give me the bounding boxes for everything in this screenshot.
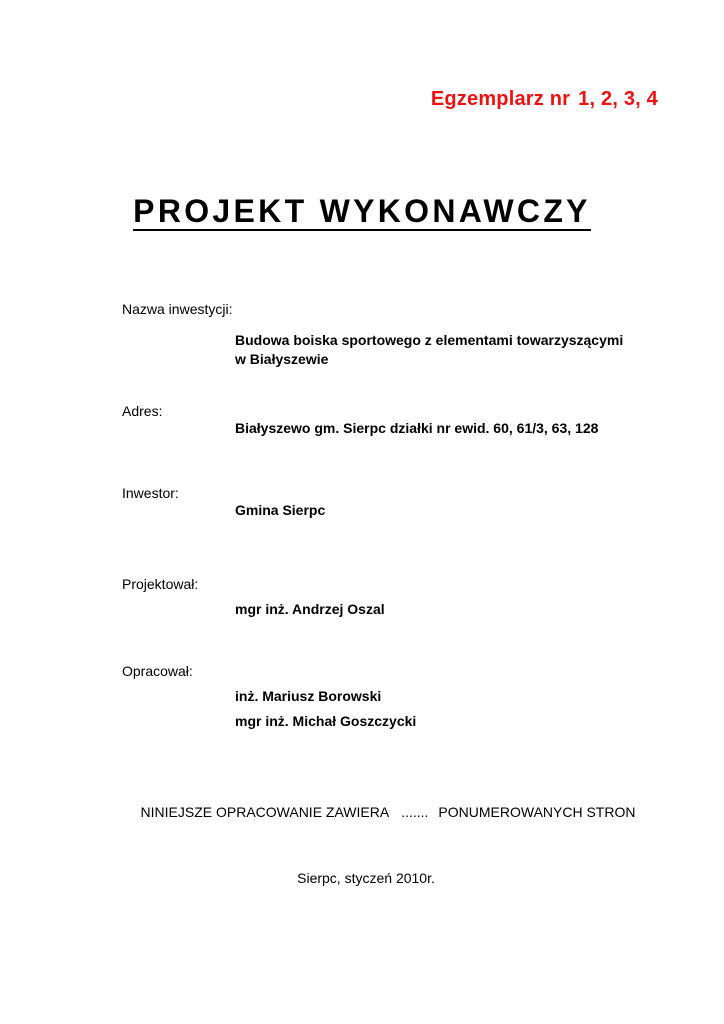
investor-value: Gmina Sierpc [235, 502, 326, 518]
investment-line: Budowa boiska sportowego z elementami towarzyszącymi [235, 332, 624, 348]
prepared-by-name: inż. Mariusz Borowski [235, 688, 382, 704]
copy-number [431, 88, 658, 111]
investor-label: Inwestor: [122, 485, 179, 501]
address-value: Białyszewo gm. Sierpc działki nr ewid. 60, 61/3, 63, 128 [235, 420, 599, 436]
prepared-by-name: mgr inż. Michał Goszczycki [235, 713, 417, 729]
address-label: Adres: [122, 403, 163, 419]
prepared-by-label: Opracował: [122, 663, 193, 679]
copy-number-prefix: Egzemplarz nr [430, 88, 571, 110]
page-count-blank: ....... [401, 804, 429, 820]
designed-by-label: Projektował: [122, 576, 199, 592]
designed-by-value: mgr inż. Andrzej Oszal [235, 601, 385, 617]
investment-value [235, 331, 623, 369]
page-count-line [0, 804, 724, 820]
document-title [0, 193, 724, 230]
page-count-suffix: PONUMEROWANYCH STRON [438, 804, 636, 820]
investment-line: w Białyszewie [235, 351, 329, 367]
investment-label: Nazwa inwestycji: [122, 301, 233, 317]
copy-number-values: 1, 2, 3, 4 [578, 88, 658, 110]
document-title-text: PROJEKT WYKONAWCZY [133, 193, 591, 229]
place-date: Sierpc, styczeń 2010r. [297, 870, 435, 886]
page-count-prefix: NINIEJSZE OPRACOWANIE ZAWIERA [140, 804, 390, 820]
